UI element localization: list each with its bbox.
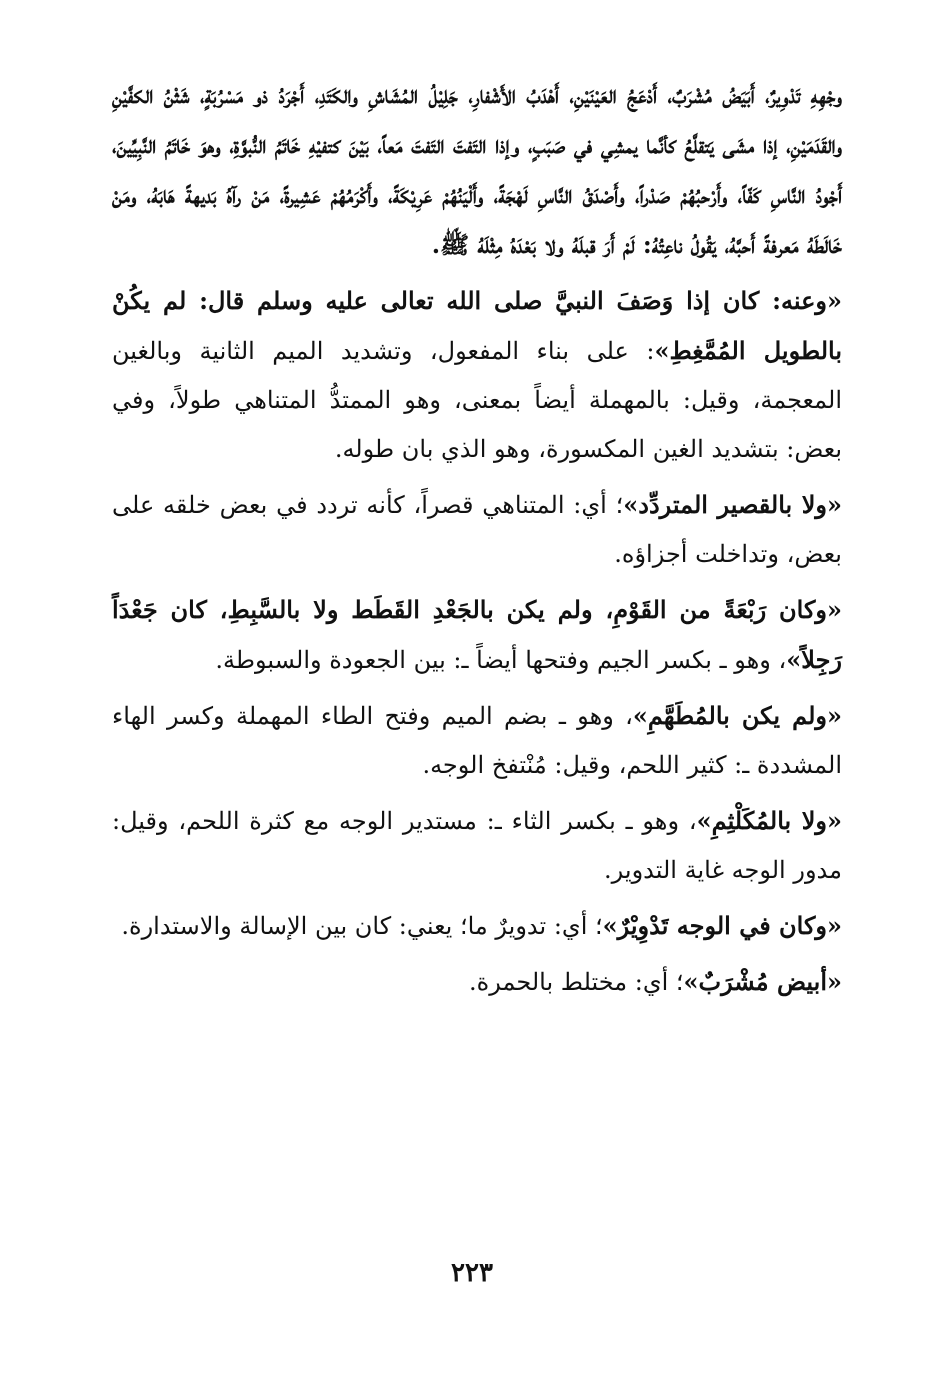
paragraph-3-rest: ؛ أي: المتناهي قصراً، كأنه تردد في بعض خلقه على بعض، وتداخلت أجزاؤه. xyxy=(112,491,842,568)
paragraph-1-lead: وجْهِهِ تَدْوِيرٌ، أَبَيَضُ مُشْرَبٌ، أَدْعَجُ العَيْنَيْنِ، أَهْدَبُ الأَشْفارِ، جَلِيْلُ المُشَاشِ والكَتَدِ، أَجْرَدُ ذو مَسْرُبَةٍ، شَثْنُ الكفَّيْنِ والقَدَمَيْنِ، إذا مشَى يَتقلَّعُ كأنَّما يمشِي في صَبَبٍ، وإذا التَفتَ التَفتَ مَعاً، بَيْنَ كتفيْهِ خَاتَمُ النُّبوَّةِ، وهوَ خَاتَمُ النَّبِيِّينَ، أَجْودُ النَّاسِ كَفّاً، وأَرْحبُهُمْ صَدْراً، وأَصْدَقُ النَّاسِ لَهْجَةً، وأَلْيَنُهُمْ عَرِيْكَةً، وأَكْرَمُهُمْ عَشِيرةً، مَنْ رآهُ بَديهةً هَابَهُ، ومَنْ خَالَطَهُ مَعرفةً أَحبَّهُ، يَقُولُ ناعِتُهُ: لَمْ أَرَ قبلَهُ ولا بَعْدَهُ مِثْلَهُ ﷺ. xyxy=(112,80,843,259)
paragraph-4 xyxy=(112,585,842,685)
page-number: ٢٢٣ xyxy=(451,1258,493,1288)
paragraph-8-rest: ؛ أي: مختلط بالحمرة. xyxy=(469,968,684,996)
paragraph-3 xyxy=(112,480,842,579)
paragraph-6 xyxy=(112,796,842,895)
paragraph-2 xyxy=(112,276,842,474)
paragraph-1 xyxy=(112,70,842,270)
paragraph-8-lead: «أبيض مُشْرَبٌ» xyxy=(683,967,842,996)
paragraph-4-rest: ، وهو ـ بكسر الجيم وفتحها أيضاً ـ: بين الجعودة والسبوطة. xyxy=(215,646,787,674)
paragraph-2-lead: «وعنه: كان إذا وَصَفَ النبيَّ صلى الله تعالى عليه وسلم قال: لم يكُنْ بالطويل المُمَّغِطِ» xyxy=(112,286,842,365)
paragraph-7 xyxy=(112,901,842,951)
paragraph-5-rest: ، وهو ـ بضم الميم وفتح الطاء المهملة وكسر الهاء المشددة ـ: كثير اللحم، وقيل: مُنْتفخ الوجه. xyxy=(112,702,842,779)
paragraph-5 xyxy=(112,691,842,790)
paragraph-4-lead: «وكان رَبْعَةً من القَوْمِ، ولم يكن بالجَعْدِ القَطَط ولا بالسَّبِطِ، كان جَعْدَاً رَجِلاً» xyxy=(112,595,842,674)
paragraph-7-lead: «وكان في الوجه تَدْوِيْرٌ» xyxy=(602,911,842,940)
paragraph-5-lead: «ولم يكن بالمُطَهَّمِ» xyxy=(632,701,842,730)
paragraph-6-rest: ، وهو ـ بكسر الثاء ـ: مستدير الوجه مع كثرة اللحم، وقيل: مدور الوجه غاية التدوير. xyxy=(112,807,842,884)
paragraph-7-rest: ؛ أي: تدويرٌ ما؛ يعني: كان بين الإسالة والاستدارة. xyxy=(121,912,603,940)
paragraph-6-lead: «ولا بالمُكَلْثِمِ» xyxy=(696,806,842,835)
paragraph-3-lead: «ولا بالقصير المتردِّد» xyxy=(623,490,843,519)
paragraph-2-rest: : على بناء المفعول، وتشديد الميم الثانية وبالغين المعجمة، وقيل: بالمهملة أيضاً بمعنى، وهو الممتدُّ المتناهي طولاً، وفي بعض: بتشديد الغين المكسورة، وهو الذي بان طوله. xyxy=(112,337,842,463)
page-body xyxy=(112,70,842,1007)
paragraph-8 xyxy=(112,957,842,1007)
